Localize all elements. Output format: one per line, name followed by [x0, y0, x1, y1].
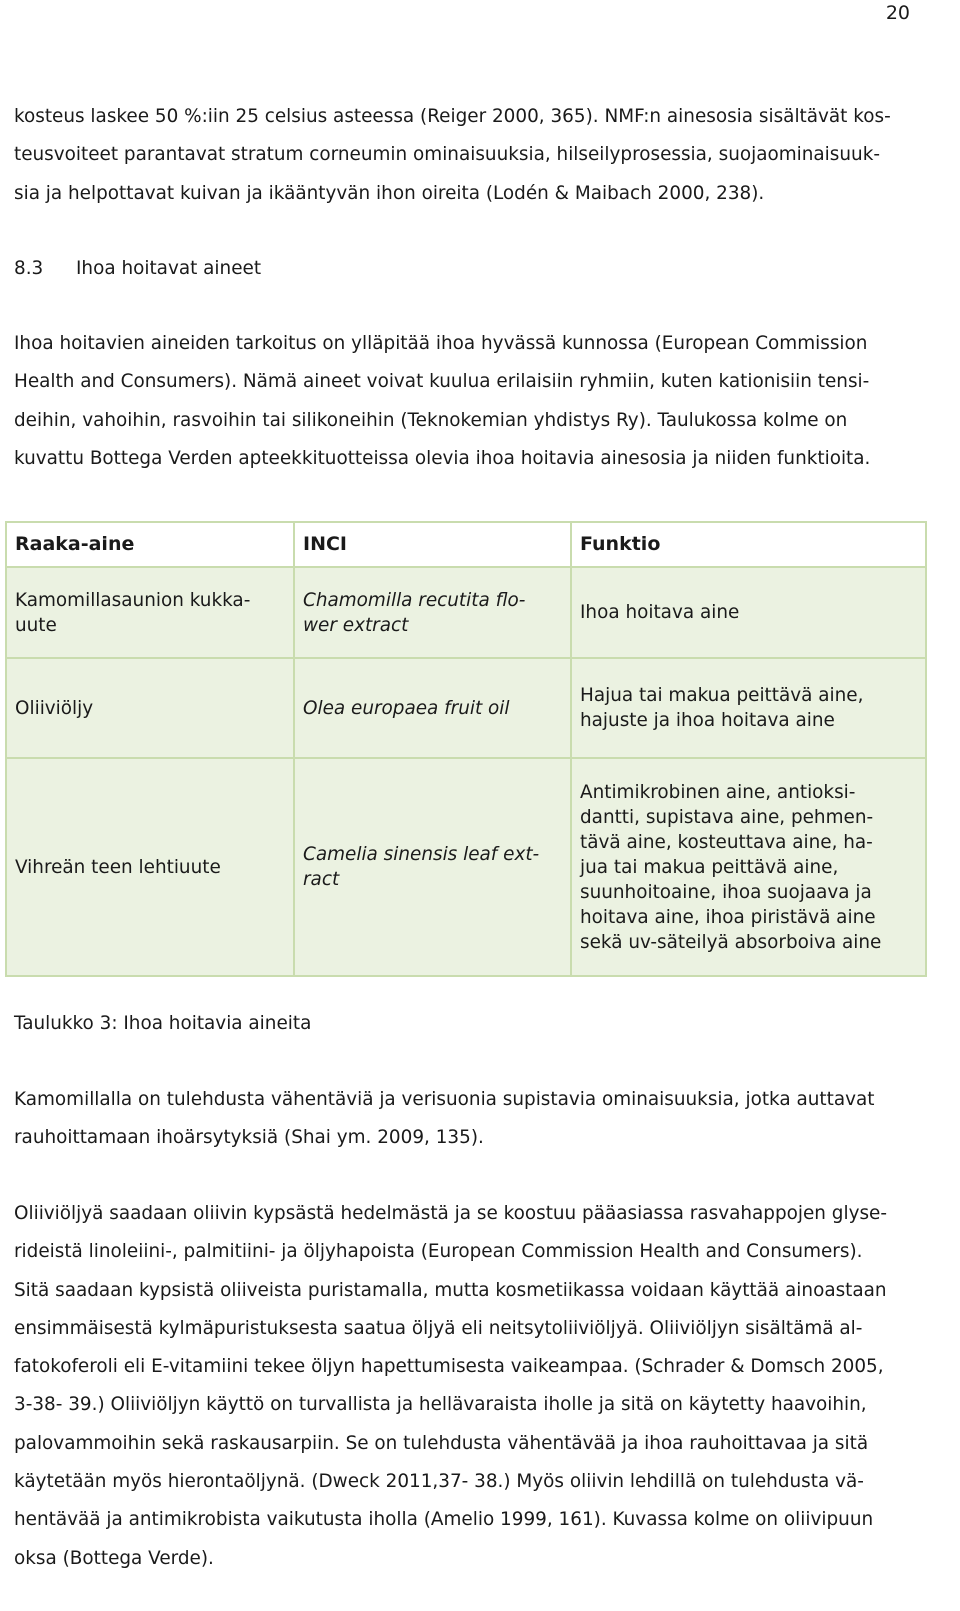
table-row — [6, 658, 926, 758]
cell-line: Chamomilla recutita flo- — [303, 589, 526, 611]
text-line: käytetään myös hierontaöljynä. (Dweck 2011,37- 38.) Myös oliivin lehdillä on tulehdusta vä- — [14, 1471, 864, 1493]
header-raaka-aine: Raaka-aine — [6, 522, 294, 567]
text-line: kosteus laskee 50 %:iin 25 celsius asteessa (Reiger 2000, 365). NMF:n ainesosia sisältävät kos- — [14, 106, 891, 127]
cell-line: Olea europaea fruit oil — [303, 697, 510, 719]
table-row — [6, 567, 926, 658]
text-line: Kamomillalla on tulehdusta vähentäviä ja verisuonia supistavia ominaisuuksia, jotka auttavat — [14, 1089, 875, 1110]
cell-raaka-aine — [6, 758, 294, 976]
section-title: Ihoa hoitavat aineet — [76, 258, 262, 279]
cell-line: wer extract — [303, 614, 409, 636]
text-line: Oliiviöljyä saadaan oliivin kypsästä hedelmästä ja se koostuu pääasiassa rasvahappojen glyse- — [14, 1203, 887, 1224]
header-inci: INCI — [294, 522, 571, 567]
cell-line: Ihoa hoitava aine — [580, 602, 740, 623]
cell-inci — [294, 658, 571, 758]
section-heading — [14, 256, 261, 282]
cell-line: Kamomillasaunion kukka- — [15, 589, 251, 611]
cell-line: dantti, supistava aine, pehmen- — [580, 806, 874, 828]
cell-line: hajuste ja ihoa hoitava aine — [580, 710, 835, 731]
table-header-row — [6, 522, 926, 567]
chamomile-paragraph — [14, 1081, 946, 1158]
text-line: fatokoferoli eli E-vitamiini tekee öljyn hapettumisesta vaikeampaa. (Schrader & Domsch 2005, — [14, 1356, 884, 1378]
text-line: palovammoihin sekä raskausarpiin. Se on tulehdusta vähentävää ja ihoa rauhoittavaa ja sitä — [14, 1432, 869, 1454]
text-line: deihin, vahoihin, rasvoihin tai silikoneihin (Teknokemian yhdistys Ry). Taulukossa kolme on — [14, 409, 848, 431]
text-line: teusvoiteet parantavat stratum corneumin ominaisuuksia, hilseilyprosessia, suojaominaisuuk- — [14, 144, 880, 166]
header-funktio: Funktio — [571, 522, 926, 567]
text-line: 3-38- 39.) Oliiviöljyn käyttö on turvallista ja hellävaraista iholle ja sitä on käytetty haavoihin, — [14, 1394, 867, 1416]
text-line: rideistä linoleiini-, palmitiini- ja öljyhapoista (European Commission Health and Consumers). — [14, 1241, 863, 1263]
cell-line: ract — [303, 869, 340, 890]
cell-raaka-aine — [6, 658, 294, 758]
text-line: Health and Consumers). Nämä aineet voivat kuulua erilaisiin ryhmiin, kuten kationisiin tensi- — [14, 371, 870, 393]
cell-inci — [294, 758, 571, 976]
table-row — [6, 758, 926, 976]
cell-line: Camelia sinensis leaf ext- — [303, 844, 540, 865]
cell-line: uute — [15, 614, 57, 636]
cell-line: jua tai makua peittävä aine, — [580, 856, 839, 878]
cell-line: Hajua tai makua peittävä aine, — [580, 685, 864, 706]
cell-funktio — [571, 658, 926, 758]
ingredients-table — [5, 521, 927, 977]
cell-raaka-aine — [6, 567, 294, 658]
cell-line: tävä aine, kosteuttava aine, ha- — [580, 831, 873, 853]
text-line: sia ja helpottavat kuivan ja ikääntyvän ihon oireita (Lodén & Maibach 2000, 238). — [14, 182, 765, 204]
text-line: kuvattu Bottega Verden apteekkituotteissa olevia ihoa hoitavia ainesosia ja niiden funktioita. — [14, 447, 871, 469]
section-number: 8.3 — [14, 258, 44, 279]
text-line: Ihoa hoitavien aineiden tarkoitus on ylläpitää ihoa hyvässä kunnossa (European Commission — [14, 333, 868, 354]
cell-line: hoitava aine, ihoa piristävä aine — [580, 906, 876, 928]
cell-funktio — [571, 567, 926, 658]
section-paragraph — [14, 325, 946, 478]
cell-line: Oliiviöljy — [15, 697, 94, 719]
cell-line: suunhoitoaine, ihoa suojaava ja — [580, 881, 872, 903]
page-number: 20 — [885, 2, 910, 24]
intro-paragraph — [14, 98, 946, 213]
cell-line: Vihreän teen lehtiuute — [15, 856, 221, 878]
text-line: ensimmäisestä kylmäpuristuksesta saatua öljyä eli neitsytoliiviöljyä. Oliiviöljyn sisältämä al- — [14, 1317, 863, 1339]
cell-line: Antimikrobinen aine, antioksi- — [580, 781, 856, 803]
text-line: hentävää ja antimikrobista vaikutusta iholla (Amelio 1999, 161). Kuvassa kolme on oliivipuun — [14, 1509, 874, 1531]
cell-funktio — [571, 758, 926, 976]
cell-inci — [294, 567, 571, 658]
olive-paragraph — [14, 1195, 946, 1578]
table-caption: Taulukko 3: Ihoa hoitavia aineita — [14, 1013, 312, 1034]
text-line: Sitä saadaan kypsistä oliiveista puristamalla, mutta kosmetiikassa voidaan käyttää ainoastaan — [14, 1279, 887, 1301]
cell-line: sekä uv-säteilyä absorboiva aine — [580, 931, 882, 953]
text-line: oksa (Bottega Verde). — [14, 1547, 214, 1569]
text-line: rauhoittamaan ihoärsytyksiä (Shai ym. 2009, 135). — [14, 1127, 484, 1149]
